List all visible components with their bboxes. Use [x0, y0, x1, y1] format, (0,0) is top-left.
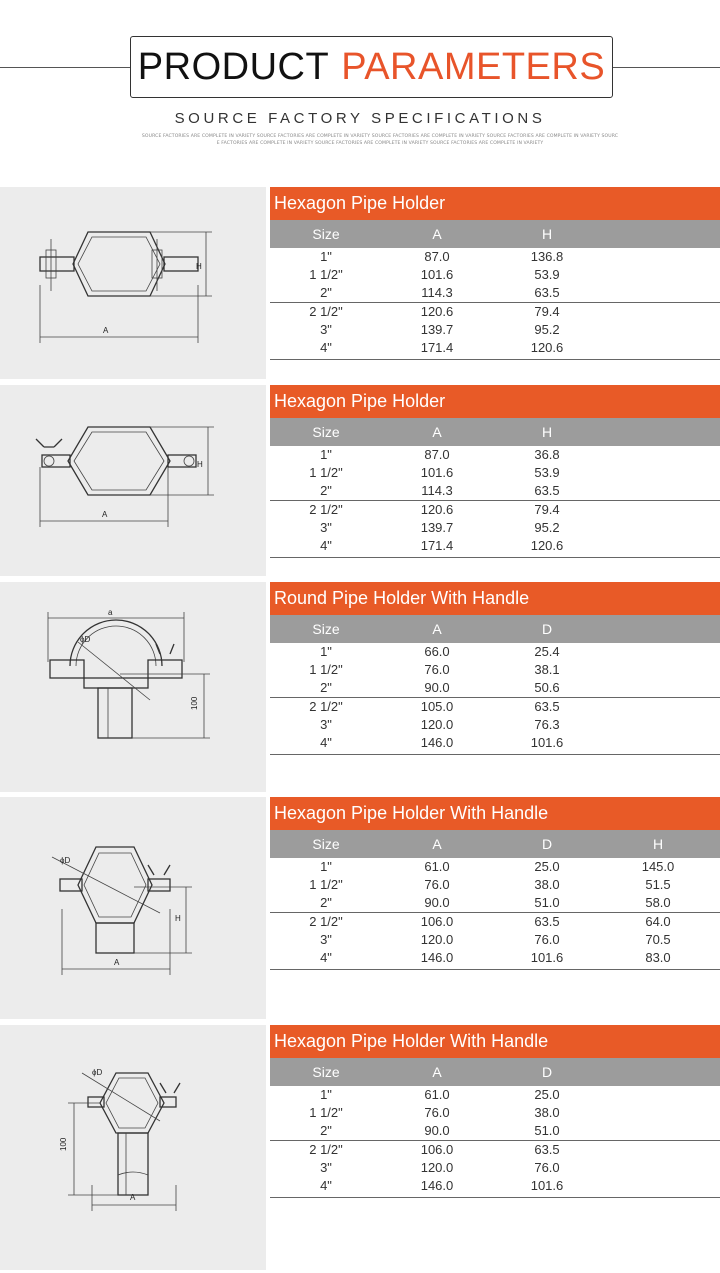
cell-size: 2" — [320, 483, 332, 498]
col-header-a: A — [432, 424, 442, 440]
spec-table-title: Hexagon Pipe Holder With Handle — [270, 1025, 720, 1058]
cell-a: 76.0 — [424, 877, 450, 892]
col-header-a: A — [432, 621, 442, 637]
cell-size: 3" — [320, 322, 332, 337]
table-bottom-rule — [270, 1197, 720, 1198]
table-row — [270, 1159, 720, 1177]
cell-size: 2 1/2" — [309, 914, 343, 929]
table-row — [270, 303, 720, 321]
dim-label-diameter: ϕD — [80, 635, 91, 644]
cell-size: 1 1/2" — [309, 465, 343, 480]
cell-h: 79.4 — [534, 502, 560, 517]
table-row — [270, 519, 720, 537]
table-bottom-rule — [270, 754, 720, 755]
cell-a: 106.0 — [420, 1142, 454, 1157]
table-row — [270, 949, 720, 967]
table-row — [270, 931, 720, 949]
dim-label-width: A — [130, 1193, 136, 1202]
table-row — [270, 266, 720, 284]
col-header-size: Size — [312, 621, 340, 637]
col-header-d: D — [541, 1064, 553, 1080]
col-header-size: Size — [312, 424, 340, 440]
hexagon-holder-wing-drawing — [0, 385, 266, 576]
cell-h: 95.2 — [534, 322, 560, 337]
cell-a: 146.0 — [420, 950, 454, 965]
dim-label-height: H — [197, 460, 203, 469]
cell-d: 63.5 — [534, 1142, 560, 1157]
cell-d: 101.6 — [530, 735, 564, 750]
cell-size: 4" — [320, 735, 332, 750]
hexagon-holder-drawing — [0, 187, 266, 379]
title-part-2: PARAMETERS — [341, 45, 606, 88]
cell-a: 120.6 — [420, 502, 454, 517]
table-row — [270, 716, 720, 734]
cell-d: 76.0 — [534, 1160, 560, 1175]
spec-table-header — [270, 418, 720, 446]
cell-size: 1" — [320, 447, 332, 462]
table-row — [270, 446, 720, 464]
cell-size: 3" — [320, 1160, 332, 1175]
cell-h: 63.5 — [534, 285, 560, 300]
cell-d: 25.0 — [534, 859, 560, 874]
table-row — [270, 339, 720, 357]
table-row — [270, 913, 720, 931]
cell-a: 120.0 — [420, 717, 454, 732]
col-header-d: D — [541, 621, 553, 637]
dim-label-diameter: ϕD — [92, 1068, 103, 1077]
spec-table-title: Hexagon Pipe Holder — [270, 187, 720, 220]
table-row — [270, 321, 720, 339]
cell-a: 120.0 — [420, 1160, 454, 1175]
cell-a: 171.4 — [420, 538, 454, 553]
spec-table-title: Round Pipe Holder With Handle — [270, 582, 720, 615]
spec-table-title: Hexagon Pipe Holder With Handle — [270, 797, 720, 830]
spec-table-5 — [270, 1025, 720, 1198]
cell-size: 4" — [320, 340, 332, 355]
spec-table-1 — [270, 187, 720, 360]
spec-table-header — [270, 1058, 720, 1086]
spec-table-title: Hexagon Pipe Holder — [270, 385, 720, 418]
table-row — [270, 1122, 720, 1140]
col-header-size: Size — [312, 1064, 340, 1080]
cell-size: 2" — [320, 895, 332, 910]
cell-h: 95.2 — [534, 520, 560, 535]
spec-table-3 — [270, 582, 720, 755]
table-row — [270, 248, 720, 266]
cell-size: 3" — [320, 932, 332, 947]
cell-size: 4" — [320, 1178, 332, 1193]
cell-d: 101.6 — [530, 1178, 564, 1193]
product-drawing-1 — [0, 187, 266, 379]
table-row — [270, 698, 720, 716]
cell-a: 146.0 — [420, 735, 454, 750]
cell-h: 53.9 — [534, 267, 560, 282]
cell-h: 51.5 — [645, 877, 671, 892]
cell-a: 76.0 — [424, 662, 450, 677]
cell-d: 76.3 — [534, 717, 560, 732]
cell-a: 101.6 — [420, 267, 454, 282]
cell-size: 2 1/2" — [309, 304, 343, 319]
cell-h: 53.9 — [534, 465, 560, 480]
cell-a: 120.0 — [420, 932, 454, 947]
col-header-h: H — [652, 836, 664, 852]
table-row — [270, 284, 720, 302]
table-bottom-rule — [270, 359, 720, 360]
table-row — [270, 876, 720, 894]
cell-a: 87.0 — [424, 249, 450, 264]
cell-a: 114.3 — [421, 285, 453, 300]
cell-a: 90.0 — [424, 895, 450, 910]
cell-size: 1 1/2" — [309, 662, 343, 677]
col-header-a: A — [432, 1064, 442, 1080]
table-bottom-rule — [270, 969, 720, 970]
cell-d: 51.0 — [534, 1123, 560, 1138]
col-header-size: Size — [312, 226, 340, 242]
cell-a: 101.6 — [420, 465, 454, 480]
table-row — [270, 482, 720, 500]
cell-a: 105.0 — [420, 699, 454, 714]
cell-h: 120.6 — [530, 538, 564, 553]
cell-size: 4" — [320, 950, 332, 965]
cell-d: 50.6 — [534, 680, 560, 695]
cell-a: 114.3 — [421, 483, 453, 498]
dim-label-height: 100 — [59, 1137, 68, 1151]
cell-h: 58.0 — [645, 895, 671, 910]
table-row — [270, 464, 720, 482]
cell-size: 4" — [320, 538, 332, 553]
cell-h: 63.5 — [534, 483, 560, 498]
cell-size: 1" — [320, 1087, 332, 1102]
cell-size: 1 1/2" — [309, 267, 343, 282]
table-row — [270, 679, 720, 697]
cell-d: 76.0 — [534, 932, 560, 947]
product-drawing-2 — [0, 385, 266, 576]
spec-table-4 — [270, 797, 720, 970]
cell-d: 63.5 — [534, 699, 560, 714]
cell-a: 106.0 — [420, 914, 454, 929]
table-row — [270, 1177, 720, 1195]
table-row — [270, 1086, 720, 1104]
col-header-a: A — [432, 226, 442, 242]
table-bottom-rule — [270, 557, 720, 558]
dim-label-width: a — [108, 608, 113, 617]
cell-a: 171.4 — [420, 340, 454, 355]
table-row — [270, 661, 720, 679]
dim-label-width: A — [102, 510, 108, 519]
cell-a: 87.0 — [424, 447, 450, 462]
cell-a: 61.0 — [424, 1087, 450, 1102]
table-row — [270, 501, 720, 519]
header-rule-right — [612, 67, 720, 68]
dim-label-height: H — [175, 914, 181, 923]
spec-table-header — [270, 615, 720, 643]
spec-table-header — [270, 220, 720, 248]
cell-size: 2" — [320, 1123, 332, 1138]
page-title — [130, 36, 613, 98]
fineprint-line-2: E FACTORIES ARE COMPLETE IN VARIETY SOURCE FACTORIES ARE COMPLETE IN VARIETY SOURCE FACTORIES ARE COMPLETE IN VARIETY — [216, 141, 544, 146]
table-row — [270, 1104, 720, 1122]
cell-size: 2 1/2" — [309, 699, 343, 714]
cell-d: 25.0 — [534, 1087, 560, 1102]
cell-a: 90.0 — [424, 680, 450, 695]
cell-a: 139.7 — [420, 322, 454, 337]
col-header-h: H — [541, 226, 553, 242]
cell-size: 2" — [320, 285, 332, 300]
table-row — [270, 858, 720, 876]
fineprint-line-1: SOURCE FACTORIES ARE COMPLETE IN VARIETY SOURCE FACTORIES ARE COMPLETE IN VARIETY SOURCE FACTORIES ARE COMPLETE IN VARIETY SOURCE FACTORIES ARE COMPLETE IN VARIETY SOURC — [141, 134, 619, 139]
cell-size: 1 1/2" — [309, 877, 343, 892]
cell-a: 90.0 — [424, 1123, 450, 1138]
cell-d: 38.0 — [534, 877, 560, 892]
dim-label-width: A — [114, 958, 120, 967]
round-holder-handle-drawing — [0, 582, 266, 792]
cell-d: 63.5 — [534, 914, 560, 929]
dim-label-width: A — [103, 326, 109, 335]
cell-d: 25.4 — [534, 644, 560, 659]
table-row — [270, 537, 720, 555]
cell-h: 70.5 — [645, 932, 671, 947]
cell-d: 101.6 — [530, 950, 564, 965]
cell-a: 139.7 — [420, 520, 454, 535]
cell-h: 64.0 — [645, 914, 671, 929]
cell-size: 3" — [320, 520, 332, 535]
cell-size: 1 1/2" — [309, 1105, 343, 1120]
page-subtitle: SOURCE FACTORY SPECIFICATIONS — [174, 110, 546, 127]
cell-h: 79.4 — [534, 304, 560, 319]
spec-table-2 — [270, 385, 720, 558]
cell-a: 66.0 — [424, 644, 450, 659]
table-row — [270, 1141, 720, 1159]
cell-size: 1" — [320, 644, 332, 659]
dim-label-height: 100 — [190, 696, 199, 710]
cell-a: 146.0 — [420, 1178, 454, 1193]
cell-size: 3" — [320, 717, 332, 732]
cell-a: 120.6 — [420, 304, 454, 319]
cell-size: 1" — [320, 859, 332, 874]
cell-d: 38.0 — [534, 1105, 560, 1120]
col-header-size: Size — [312, 836, 340, 852]
dim-label-diameter: ϕD — [60, 856, 71, 865]
spec-table-header — [270, 830, 720, 858]
product-drawing-3 — [0, 582, 266, 792]
cell-h: 145.0 — [641, 859, 675, 874]
cell-size: 2 1/2" — [309, 502, 343, 517]
cell-a: 76.0 — [424, 1105, 450, 1120]
cell-d: 51.0 — [534, 895, 560, 910]
cell-h: 136.8 — [530, 249, 564, 264]
table-row — [270, 643, 720, 661]
table-row — [270, 894, 720, 912]
cell-d: 38.1 — [534, 662, 560, 677]
cell-size: 1" — [320, 249, 332, 264]
product-drawing-5 — [0, 1025, 266, 1270]
header-rule-left — [0, 67, 130, 68]
cell-h: 120.6 — [530, 340, 564, 355]
cell-size: 2 1/2" — [309, 1142, 343, 1157]
col-header-a: A — [432, 836, 442, 852]
hexagon-holder-handle-drawing — [0, 797, 266, 1019]
cell-size: 2" — [320, 680, 332, 695]
col-header-d: D — [541, 836, 553, 852]
cell-a: 61.0 — [424, 859, 450, 874]
table-row — [270, 734, 720, 752]
hexagon-holder-handle-100-drawing — [0, 1025, 266, 1270]
cell-h: 83.0 — [645, 950, 671, 965]
col-header-h: H — [541, 424, 553, 440]
dim-label-height: H — [196, 262, 202, 271]
cell-h: 36.8 — [534, 447, 560, 462]
product-drawing-4 — [0, 797, 266, 1019]
title-part-1: PRODUCT — [137, 45, 330, 88]
